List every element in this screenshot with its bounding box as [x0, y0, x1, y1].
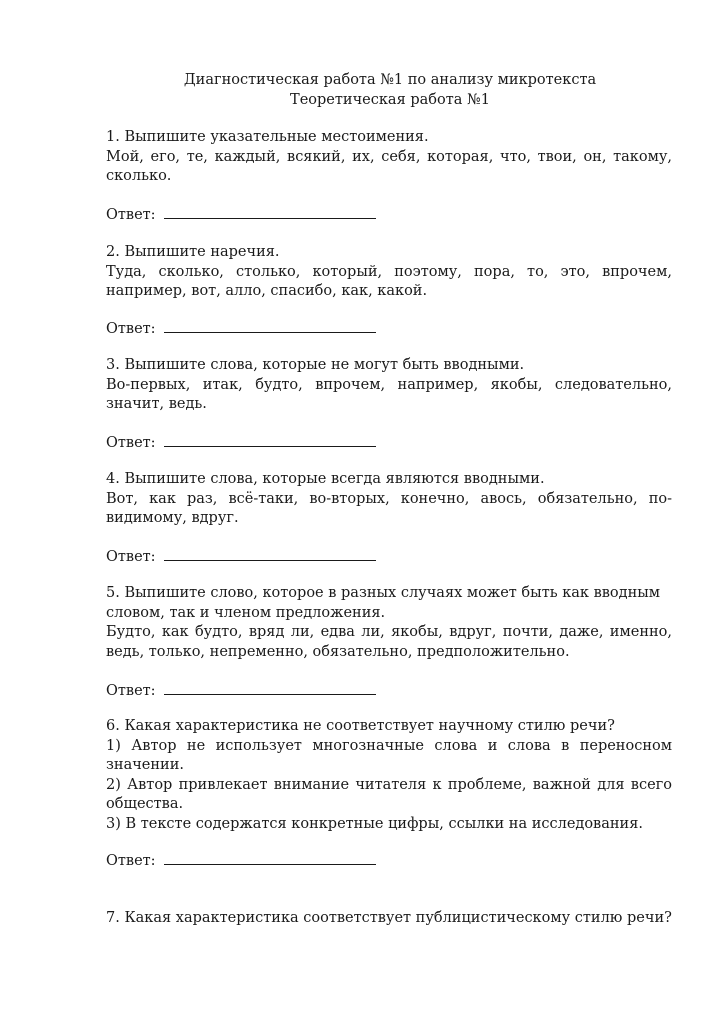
document-header [28, 70, 724, 110]
answer-3 [106, 432, 376, 453]
question-1-title: 1. Выпишите указательные местоимения. [106, 129, 429, 145]
answer-6 [106, 850, 376, 871]
answer-5-line[interactable] [164, 680, 376, 695]
answer-3-label: Ответ: [106, 435, 156, 451]
question-1 [106, 128, 672, 187]
answer-6-label: Ответ: [106, 853, 156, 869]
document-title: Диагностическая работа №1 по анализу микротекста [183, 72, 597, 88]
question-2-title: 2. Выпишите наречия. [106, 244, 280, 260]
answer-4-line[interactable] [164, 546, 376, 561]
question-1-body: Мой, его, те, каждый, всякий, их, себя, которая, что, твои, он, такому, сколько. [106, 148, 672, 184]
question-4-body: Вот, как раз, всё-таки, во-вторых, конечно, авось, обязательно, по-видимому, вдруг. [106, 490, 672, 526]
question-5-body: Будто, как будто, вряд ли, едва ли, якобы, вдруг, почти, даже, именно, ведь, только, непременно, обязательно, предположительно. [106, 624, 672, 660]
question-4-title: 4. Выпишите слова, которые всегда являются вводными. [106, 471, 545, 487]
question-6-option-3: 3) В тексте содержатся конкретные цифры, ссылки на исследования. [106, 815, 643, 832]
answer-2 [106, 318, 376, 339]
question-3 [106, 356, 672, 415]
question-7-title: 7. Какая характеристика соответствует публицистическому стилю речи? [106, 910, 672, 926]
answer-2-label: Ответ: [106, 321, 156, 337]
question-3-body: Во-первых, итак, будто, впрочем, например, якобы, следовательно, значит, ведь. [106, 376, 672, 412]
answer-5-label: Ответ: [106, 683, 156, 699]
answer-4-label: Ответ: [106, 549, 156, 565]
question-5 [106, 584, 672, 662]
answer-1-line[interactable] [164, 204, 376, 219]
answer-1 [106, 204, 376, 225]
question-2 [106, 243, 672, 302]
question-6-option-2: 2) Автор привлекает внимание читателя к проблеме, важной для всего общества. [106, 776, 672, 812]
question-6-title: 6. Какая характеристика не соответствует научному стилю речи? [106, 718, 615, 734]
question-6 [106, 717, 672, 834]
document-subtitle: Теоретическая работа №1 [290, 92, 490, 108]
question-3-title: 3. Выпишите слова, которые не могут быть вводными. [106, 357, 525, 373]
answer-6-line[interactable] [164, 850, 376, 865]
answer-5 [106, 680, 376, 701]
question-4 [106, 470, 672, 529]
question-5-title: 5. Выпишите слово, которое в разных случаях может быть как вводным словом, так и членом предложения. [106, 585, 661, 621]
answer-4 [106, 546, 376, 567]
answer-2-line[interactable] [164, 318, 376, 333]
question-7 [106, 909, 672, 929]
answer-3-line[interactable] [164, 432, 376, 447]
answer-1-label: Ответ: [106, 207, 156, 223]
question-2-body: Туда, сколько, столько, который, поэтому, пора, то, это, впрочем, например, вот, алло, спасибо, как, какой. [106, 263, 672, 299]
question-6-option-1: 1) Автор не использует многозначные слова и слова в переносном значении. [106, 737, 672, 773]
